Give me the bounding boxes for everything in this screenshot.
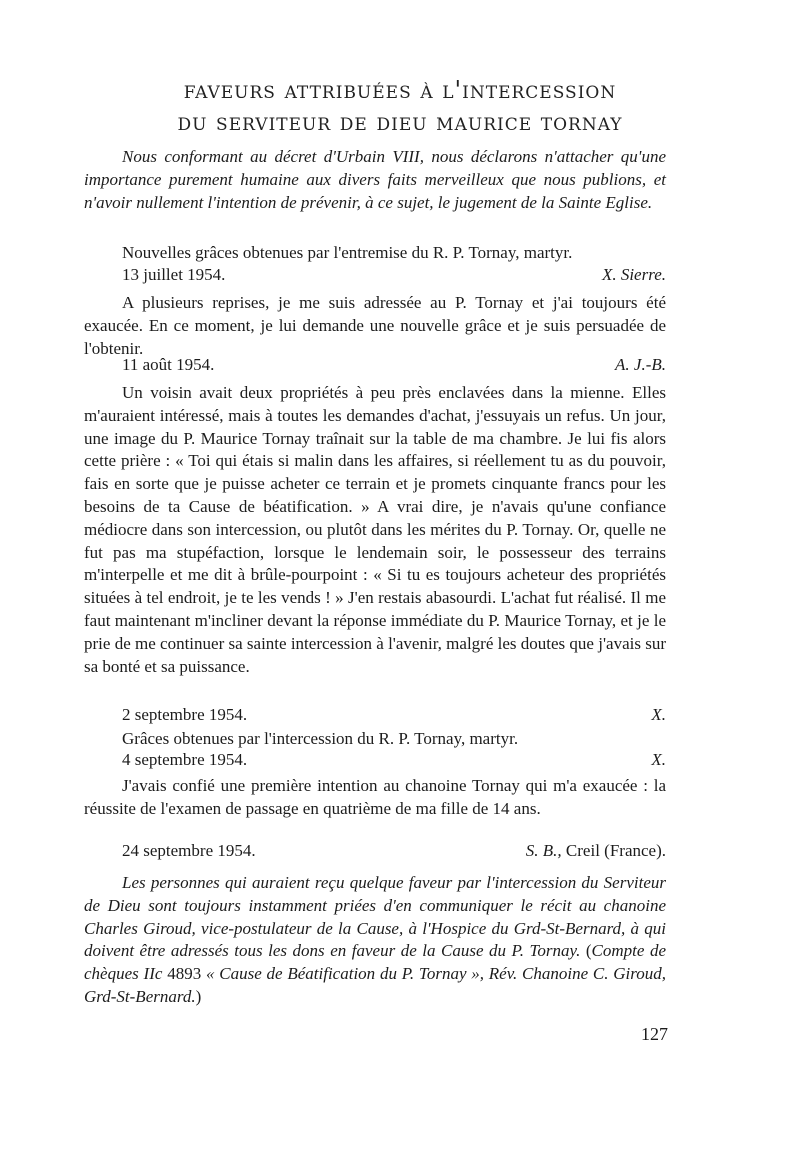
appeal-account-label: Compte de chèques <box>84 941 666 984</box>
appeal-text: Les personnes qui auraient reçu quelque faveur par l'intercession du Serviteur de Dieu sont toujours instamment priées d'en communiquer le récit au chanoine Charles Giroud, vice-postulateur de la Cause, à l'Hospice du Grd-St-Bernard, à qui doivent être adressés tous les dons en faveur de la Cause du P. Tornay. <box>84 873 666 961</box>
entry-3-paragraph: Un voisin avait deux propriétés à peu près enclavées dans la mienne. Elles m'auraient intéressé, mais à toutes les demandes d'achat, j'essuyais un refus. Un jour, une image du P. Maurice Tornay traînait sur la table de ma chambre. Je lui fis alors cette prière : « Toi qui étais si malin dans les affaires, si réellement tu as du pouvoir, fais en sorte que je puisse acheter ce terrain et je promets cinquante francs pour les besoins de ta Cause de béatification. » A vrai dire, je n'avais qu'une confiance médiocre dans son intercession, ou plutôt dans les mérites du P. Tornay. Or, quelle ne fut pas ma stupéfaction, lorsque le lendemain soir, le possesseur des terrains m'interpelle et me dit à brûle-pourpoint : « Si tu es toujours acheteur des propriétés situées à tel endroit, je te les vends ! » J'en restais abasourdi. L'achat fut réalisé. Il me faut maintenant m'incliner devant la réponse immédiate du P. Maurice Tornay, et je le prie de me continuer sa sainte intercession à l'avenir, malgré les doutes que j'avais sur sa bonté et sa puissance. <box>84 383 666 676</box>
title-line-1: faveurs attribuées à l'intercession <box>183 76 617 104</box>
entry-2-signature: A. J.-B. <box>615 355 666 374</box>
entry-1-date: 13 juillet 1954. <box>122 265 226 284</box>
page-number: 127 <box>641 1024 668 1044</box>
section-intro-1: Nouvelles grâces obtenues par l'entremise du R. P. Tornay, martyr. <box>122 243 573 262</box>
appeal-recipient: Rév. Chanoine C. Giroud, Grd-St-Bernard. <box>84 964 667 1006</box>
appeal-paragraph <box>84 872 666 1009</box>
entry-2-dateline <box>122 354 666 376</box>
section-intro-2: Grâces obtenues par l'intercession du R. P. Tornay, martyr. <box>122 729 519 748</box>
entry-5-dateline <box>122 840 666 862</box>
entry-3-date: 2 septembre 1954. <box>122 705 248 724</box>
entry-5-date: 24 septembre 1954. <box>122 841 256 860</box>
entry-3-signature: X. <box>651 705 666 724</box>
entry-4-date: 4 septembre 1954. <box>122 750 248 769</box>
appeal-account-number: 4893 <box>167 964 202 984</box>
entry-1-signature: X. Sierre. <box>601 265 666 284</box>
appeal-paren-open: ( <box>585 941 592 961</box>
entry-1-dateline <box>122 264 666 286</box>
entry-5-signature <box>526 840 666 862</box>
entry-5-signature-initials: S. B., <box>525 841 562 860</box>
entry-2-date: 11 août 1954. <box>122 355 215 374</box>
appeal-account-code: IIc <box>143 964 163 984</box>
entry-2-paragraph: A plusieurs reprises, je me suis adressée au P. Tornay et j'ai toujours été exaucée. En ce moment, je lui demande une nouvelle grâce et je suis persuadée de l'obtenir. <box>84 293 666 358</box>
entry-5-signature-place: Creil (France). <box>565 841 666 860</box>
entry-4-dateline <box>122 749 666 771</box>
entry-4-signature: X. <box>651 750 666 769</box>
appeal-paren-close: ) <box>195 986 202 1006</box>
appeal-account-name: « Cause de Béatification du P. Tornay », <box>205 964 485 984</box>
entry-5-paragraph: J'avais confié une première intention au chanoine Tornay qui m'a exaucée : la réussite de l'examen de passage en quatrième de ma fille de 14 ans. <box>84 776 666 818</box>
entry-3-dateline <box>122 704 666 726</box>
title-line-2: du serviteur de dieu maurice tornay <box>177 108 623 136</box>
decree-paragraph: Nous conformant au décret d'Urbain VIII, nous déclarons n'attacher qu'une importance purement humaine aux divers faits merveilleux que nous publions, et n'avoir nullement l'intention de prévenir, à ce sujet, le jugement de la Sainte Eglise. <box>84 147 666 212</box>
